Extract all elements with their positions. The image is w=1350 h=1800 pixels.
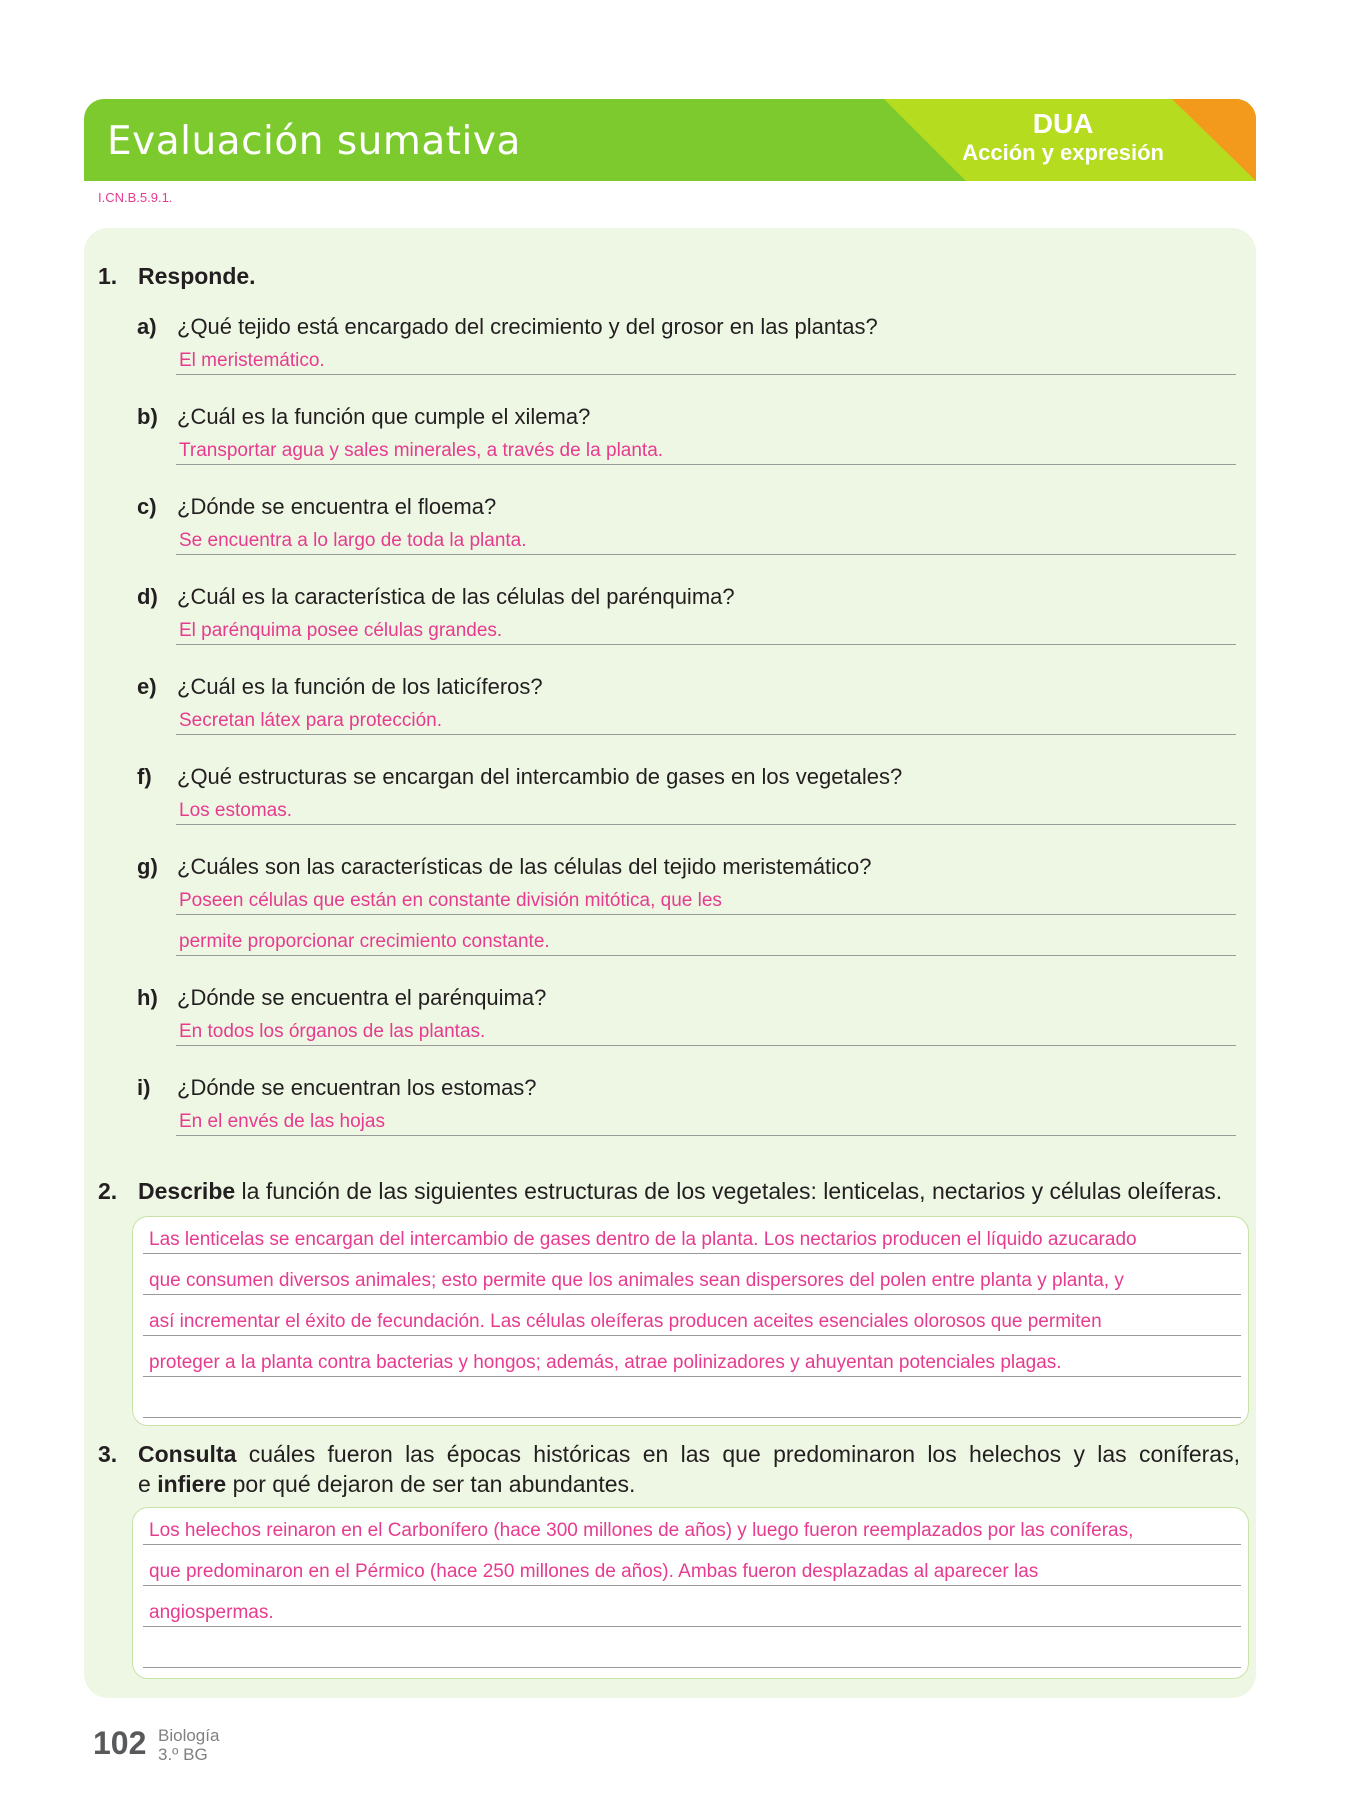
grade-level: 3.º BG bbox=[158, 1745, 208, 1764]
item-question: ¿Dónde se encuentra el floema? bbox=[177, 494, 497, 519]
question-text-line-2 bbox=[138, 1469, 635, 1499]
item-letter: c) bbox=[137, 494, 157, 519]
question-title: Responde. bbox=[138, 263, 256, 289]
question-keyword-2: infiere bbox=[157, 1471, 227, 1497]
question-1-item bbox=[137, 494, 1237, 524]
answer-line bbox=[143, 1391, 1241, 1418]
item-letter: h) bbox=[137, 985, 158, 1010]
question-1-item bbox=[137, 584, 1237, 614]
item-letter: b) bbox=[137, 404, 158, 429]
question-number: 3. bbox=[98, 1441, 118, 1467]
question-1-item bbox=[137, 404, 1237, 434]
answer-line: Los helechos reinaron en el Carbonífero (hace 300 millones de años) y luego fueron reemplazados por las coníferas, bbox=[143, 1518, 1241, 1545]
item-question: ¿Dónde se encuentran los estomas? bbox=[177, 1075, 537, 1100]
question-rest: la función de las siguientes estructuras de los vegetales: lenticelas, nectarios y células oleíferas. bbox=[235, 1178, 1223, 1204]
section-header bbox=[84, 99, 1256, 181]
question-1-item bbox=[137, 1075, 1237, 1105]
answer-line: permite proporcionar crecimiento constante. bbox=[176, 929, 1236, 956]
answer-line: Poseen células que están en constante división mitótica, que les bbox=[176, 888, 1236, 915]
page-number: 102 bbox=[93, 1725, 147, 1761]
answer-line: En el envés de las hojas bbox=[176, 1109, 1236, 1136]
item-letter: e) bbox=[137, 674, 157, 699]
answer-box-3 bbox=[132, 1507, 1249, 1679]
question-text-line-1 bbox=[138, 1439, 1240, 1469]
answer-line: Las lenticelas se encargan del intercambio de gases dentro de la planta. Los nectarios producen el líquido azucarado bbox=[143, 1227, 1241, 1254]
answer-line: El meristemático. bbox=[176, 348, 1236, 375]
subject-name: Biología bbox=[158, 1726, 220, 1745]
question-text bbox=[138, 1176, 1222, 1206]
item-letter: d) bbox=[137, 584, 158, 609]
answer-line: Los estomas. bbox=[176, 798, 1236, 825]
question-end: por qué dejaron de ser tan abundantes. bbox=[226, 1471, 636, 1497]
answer-line: proteger a la planta contra bacterias y hongos; además, atrae polinizadores y ahuyentan potenciales plagas. bbox=[143, 1350, 1241, 1377]
item-question: ¿Cuál es la función de los laticíferos? bbox=[177, 674, 543, 699]
question-1-item bbox=[137, 854, 1237, 884]
question-1-item bbox=[137, 764, 1237, 794]
question-number: 2. bbox=[98, 1178, 118, 1204]
question-connector: e bbox=[138, 1471, 158, 1497]
item-question: ¿Cuál es la característica de las células del parénquima? bbox=[177, 584, 735, 609]
dua-label: DUA bbox=[1032, 108, 1094, 139]
question-keyword: Consulta bbox=[138, 1441, 237, 1467]
answer-line: Secretan látex para protección. bbox=[176, 708, 1236, 735]
answer-box-2 bbox=[132, 1216, 1249, 1426]
answer-line: En todos los órganos de las plantas. bbox=[176, 1019, 1236, 1046]
answer-line: El parénquima posee células grandes. bbox=[176, 618, 1236, 645]
section-title: Evaluación sumativa bbox=[107, 119, 521, 164]
question-1-item bbox=[137, 985, 1237, 1015]
item-question: ¿Dónde se encuentra el parénquima? bbox=[177, 985, 547, 1010]
question-3 bbox=[98, 1439, 1248, 1499]
question-keyword: Describe bbox=[138, 1178, 236, 1204]
dua-badge bbox=[962, 109, 1164, 167]
question-1-item bbox=[137, 674, 1237, 704]
answer-line bbox=[143, 1641, 1241, 1668]
answer-line: Transportar agua y sales minerales, a través de la planta. bbox=[176, 438, 1236, 465]
answer-line: así incrementar el éxito de fecundación. Las células oleíferas producen aceites esenciales olorosos que permiten bbox=[143, 1309, 1241, 1336]
dua-sublabel: Acción y expresión bbox=[962, 140, 1164, 165]
item-question: ¿Cuál es la función que cumple el xilema? bbox=[177, 404, 591, 429]
item-question: ¿Cuáles son las características de las células del tejido meristemático? bbox=[177, 854, 872, 879]
answer-line: que predominaron en el Pérmico (hace 250 millones de años). Ambas fueron desplazadas al aparecer las bbox=[143, 1559, 1241, 1586]
item-letter: a) bbox=[137, 314, 157, 339]
answer-line: que consumen diversos animales; esto permite que los animales sean dispersores del polen entre planta y planta, y bbox=[143, 1268, 1241, 1295]
answer-line: angiospermas. bbox=[143, 1600, 1241, 1627]
answer-line: Se encuentra a lo largo de toda la planta. bbox=[176, 528, 1236, 555]
question-1-item bbox=[137, 314, 1237, 344]
item-letter: i) bbox=[137, 1075, 151, 1100]
question-rest: cuáles fueron las épocas históricas en las que predominaron los helechos y las coníferas, bbox=[236, 1441, 1240, 1467]
item-question: ¿Qué estructuras se encargan del intercambio de gases en los vegetales? bbox=[177, 764, 903, 789]
subject-label bbox=[158, 1726, 219, 1764]
question-number: 1. bbox=[98, 263, 118, 289]
indicator-code: I.CN.B.5.9.1. bbox=[98, 190, 173, 205]
question-1 bbox=[98, 261, 1248, 291]
question-2 bbox=[98, 1176, 1248, 1206]
item-letter: g) bbox=[137, 854, 158, 879]
item-question: ¿Qué tejido está encargado del crecimiento y del grosor en las plantas? bbox=[177, 314, 878, 339]
item-letter: f) bbox=[137, 764, 152, 789]
